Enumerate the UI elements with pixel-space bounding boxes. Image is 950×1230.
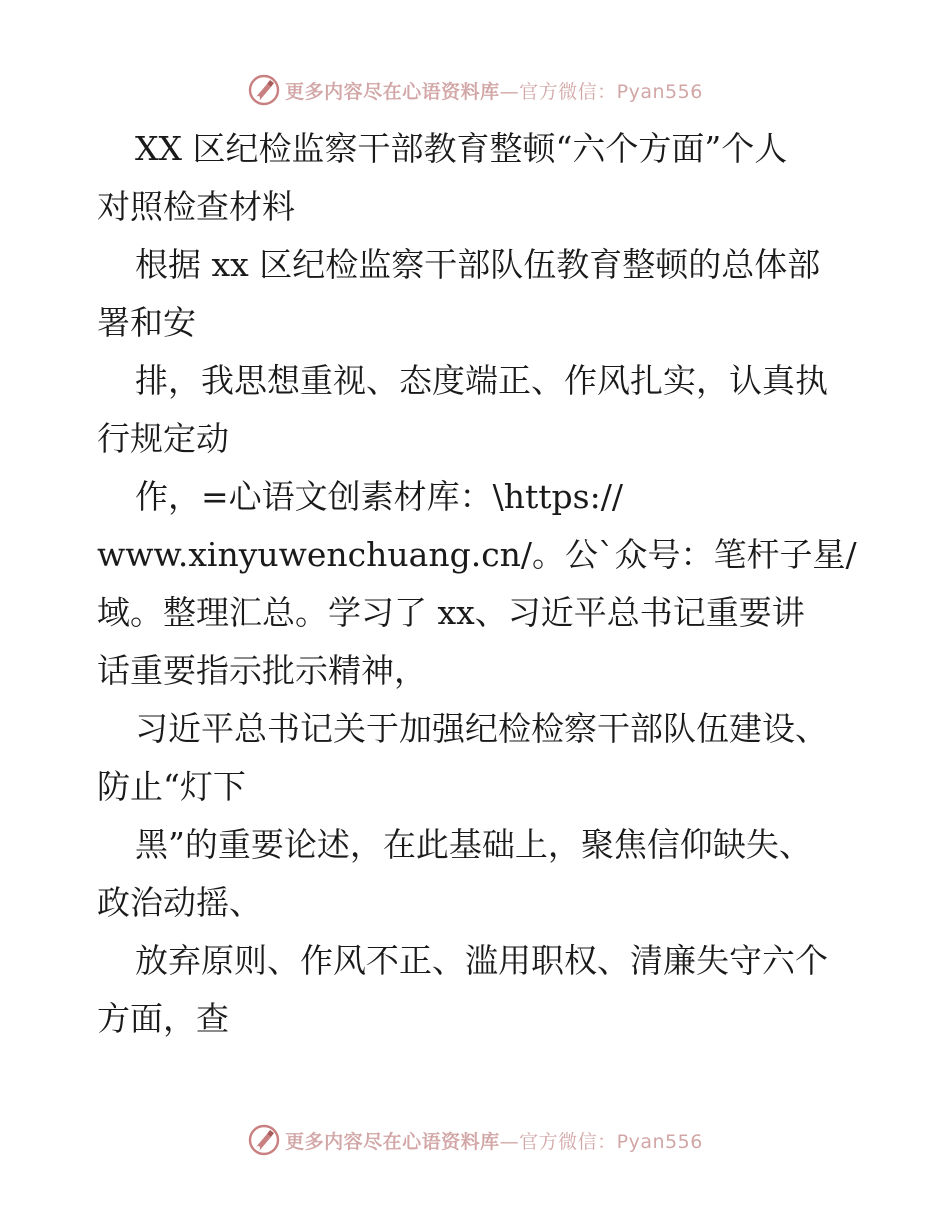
document-body [97,120,877,1048]
text-line: XX 区纪检监察干部教育整顿“六个方面”个人 [135,129,788,168]
banner-text: 更多内容尽在心语资料库—官方微信：Pyan556 [285,80,703,103]
text-line: 域。整理汇总。学习了 xx、习近平总书记重要讲 [97,593,805,632]
text-line: 黑”的重要论述，在此基础上，聚焦信仰缺失、 [135,825,812,864]
text-line: 防止“灯下 [97,767,246,806]
footer-banner [0,1120,950,1160]
text-line: 习近平总书记关于加强纪检检察干部队伍建设、 [135,709,828,748]
header-banner [0,70,950,110]
text-line: 方面，查 [97,999,229,1038]
text-line: 话重要指示批示精神， [97,651,427,690]
text-line: 作，=心语文创素材库：\https:// [135,477,623,516]
pen-logo-icon [247,73,281,107]
text-line: 署和安 [97,303,196,342]
text-line: 政治动摇、 [97,883,262,922]
banner-text: 更多内容尽在心语资料库—官方微信：Pyan556 [285,1130,703,1153]
pen-logo-icon [247,1123,281,1157]
text-line: 根据 xx 区纪检监察干部队伍教育整顿的总体部 [135,245,821,284]
text-line: www.xinyuwenchuang.cn/。公`众号：笔杆子星/ [97,535,857,574]
text-line: 放弃原则、作风不正、滥用职权、清廉失守六个 [135,941,828,980]
text-line: 排，我思想重视、态度端正、作风扎实，认真执 [135,361,828,400]
text-line: 对照检查材料 [97,187,295,226]
text-line: 行规定动 [97,419,229,458]
